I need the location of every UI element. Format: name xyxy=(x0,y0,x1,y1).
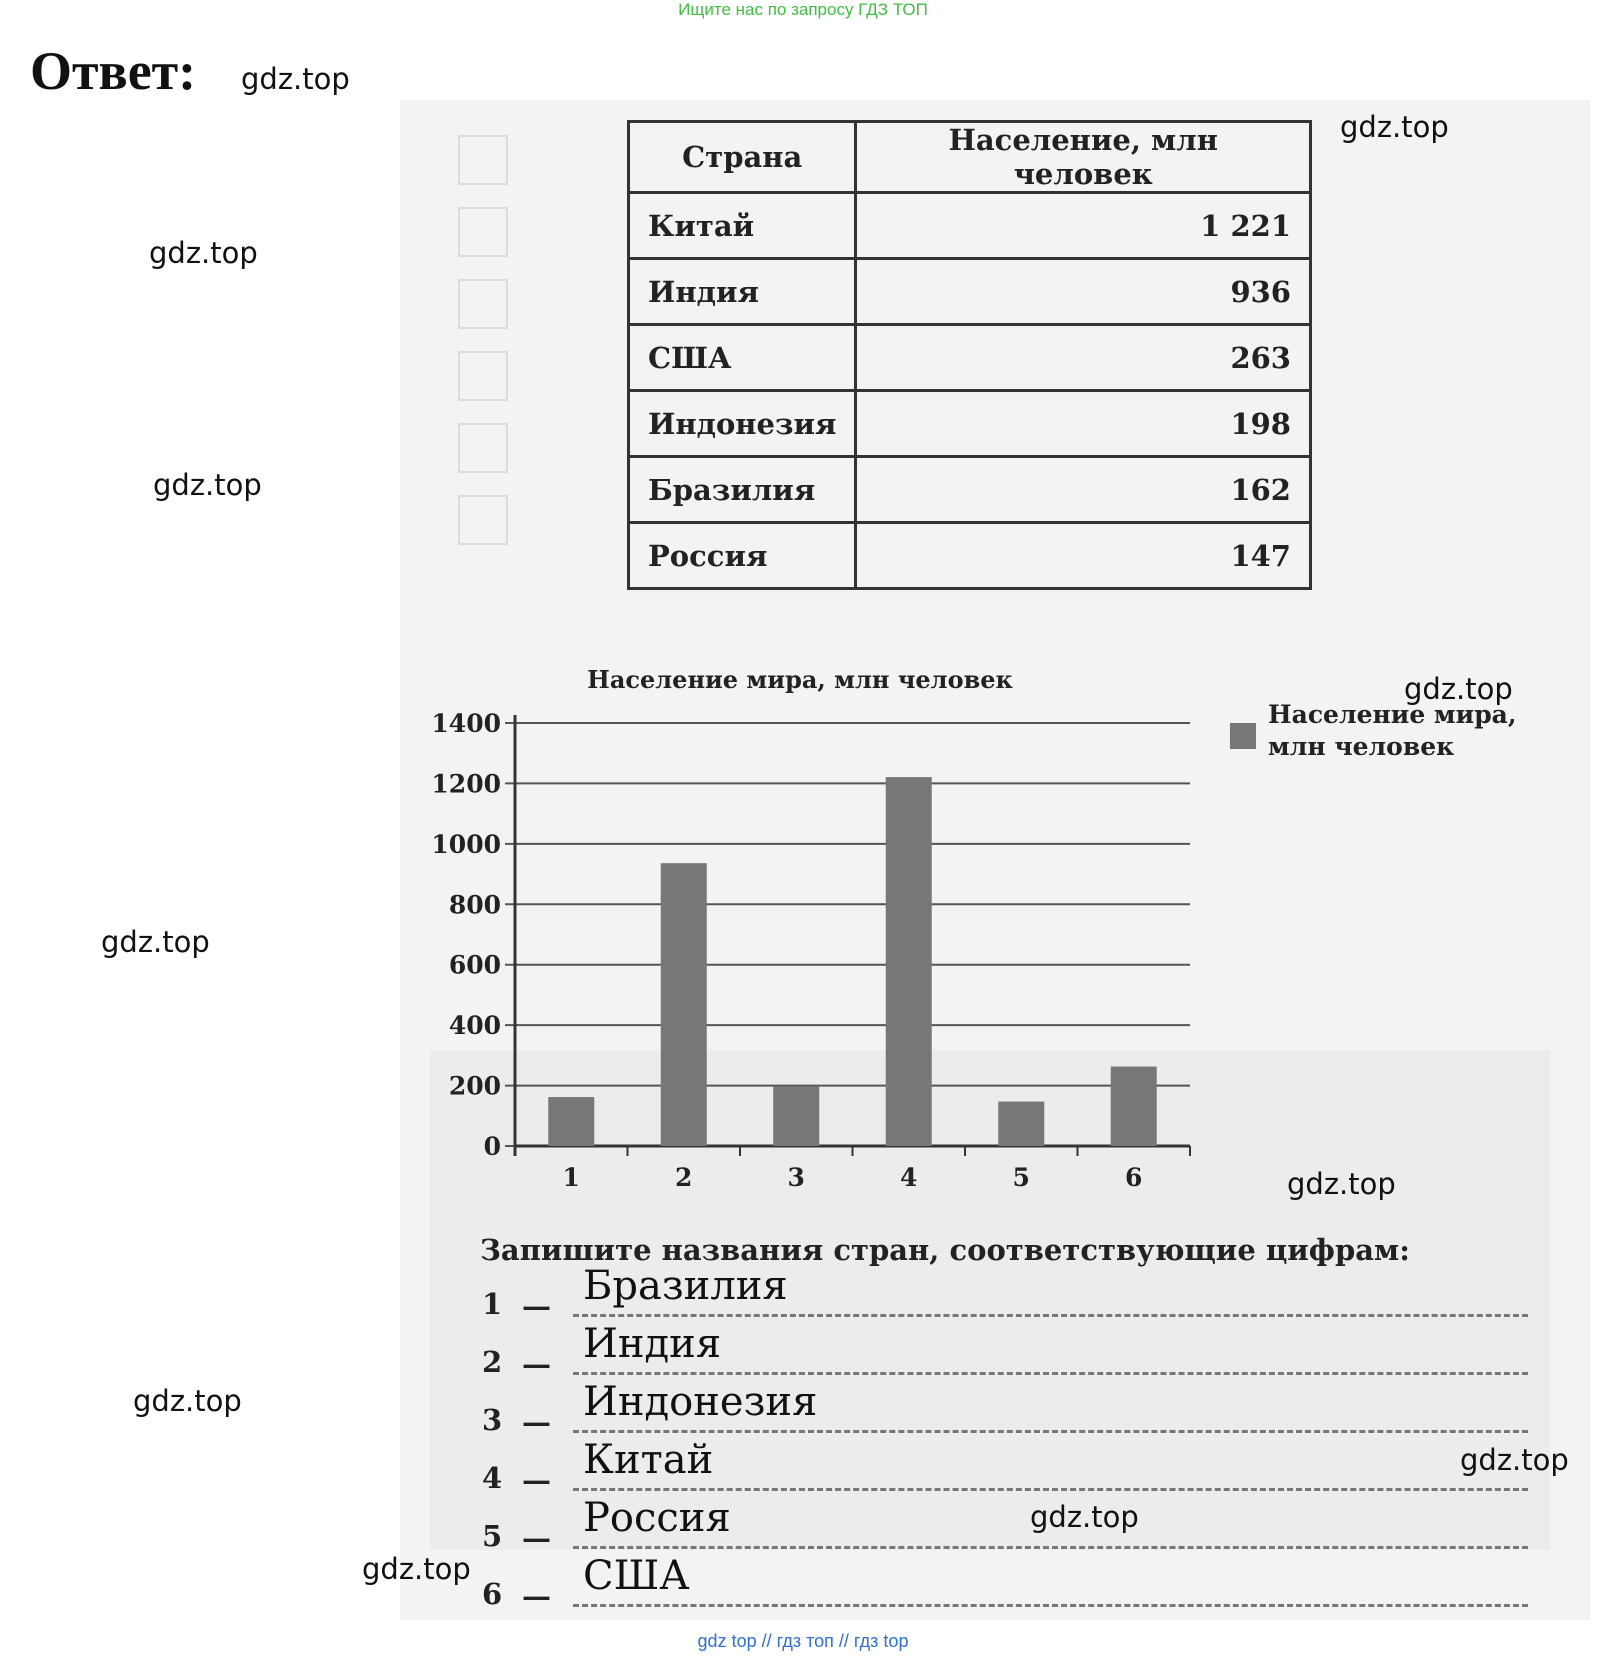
ghost-checkbox xyxy=(458,207,508,257)
y-tick-label: 1200 xyxy=(431,769,501,799)
answer-number: 1 xyxy=(482,1287,503,1321)
table-cell-country: Индия xyxy=(629,259,856,325)
x-tick-label: 1 xyxy=(562,1163,580,1192)
table-header-row xyxy=(629,122,1311,193)
column-header-population: Население, млн человек xyxy=(856,122,1311,193)
answer-dash: — xyxy=(522,1289,551,1323)
top-banner[interactable]: Ищите нас по запросу ГДЗ ТОП xyxy=(678,0,928,19)
answer-dash: — xyxy=(522,1579,551,1613)
answer-row xyxy=(478,1323,1528,1381)
x-tick-label: 3 xyxy=(787,1163,805,1192)
watermark: gdz.top xyxy=(241,62,350,96)
chart-bar xyxy=(998,1102,1044,1146)
answer-text[interactable]: Китай xyxy=(583,1437,714,1483)
table-row xyxy=(629,259,1311,325)
x-tick-label: 4 xyxy=(900,1163,918,1192)
table-cell-country: Бразилия xyxy=(629,457,856,523)
table-row xyxy=(629,523,1311,589)
chart-bar xyxy=(1111,1067,1157,1146)
table-cell-value: 147 xyxy=(856,523,1311,589)
answer-text[interactable]: Бразилия xyxy=(583,1263,788,1309)
answer-dash: — xyxy=(522,1521,551,1555)
answer-row xyxy=(478,1497,1528,1555)
y-tick-label: 400 xyxy=(448,1011,501,1041)
ghost-checkbox xyxy=(458,351,508,401)
ghost-checkbox xyxy=(458,279,508,329)
population-table xyxy=(627,120,1312,590)
answer-dash: — xyxy=(522,1463,551,1497)
answer-number: 5 xyxy=(482,1519,503,1553)
table-cell-country: Китай xyxy=(629,193,856,259)
y-tick-label: 0 xyxy=(483,1132,501,1161)
answer-number: 4 xyxy=(482,1461,503,1495)
table-cell-value: 936 xyxy=(856,259,1311,325)
answer-dashed-line xyxy=(573,1546,1528,1549)
y-tick-label: 200 xyxy=(448,1071,501,1101)
answer-text[interactable]: США xyxy=(583,1553,690,1599)
answer-dashed-line xyxy=(573,1430,1528,1433)
ghost-checkbox xyxy=(458,495,508,545)
answer-dash: — xyxy=(522,1405,551,1439)
answer-row xyxy=(478,1381,1528,1439)
watermark: gdz.top xyxy=(362,1552,471,1586)
column-header-country: Страна xyxy=(629,122,856,193)
watermark: gdz.top xyxy=(1287,1167,1396,1201)
answer-number: 6 xyxy=(482,1577,503,1611)
answer-row xyxy=(478,1265,1528,1323)
table-cell-value: 198 xyxy=(856,391,1311,457)
table-cell-country: США xyxy=(629,325,856,391)
watermark: gdz.top xyxy=(153,468,262,502)
answer-number: 2 xyxy=(482,1345,503,1379)
x-tick-label: 2 xyxy=(675,1163,693,1192)
answer-row xyxy=(478,1555,1528,1613)
watermark: gdz.top xyxy=(1340,110,1449,144)
y-tick-label: 1000 xyxy=(431,829,501,859)
answer-dash: — xyxy=(522,1347,551,1381)
table-cell-value: 162 xyxy=(856,457,1311,523)
watermark: gdz.top xyxy=(1460,1443,1569,1477)
table-cell-value: 263 xyxy=(856,325,1311,391)
y-tick-label: 1400 xyxy=(431,709,501,738)
chart-bar xyxy=(548,1097,594,1146)
footer-links[interactable]: gdz top // гдз топ // гдз top xyxy=(697,1631,909,1651)
watermark: gdz.top xyxy=(149,236,258,270)
ghost-checkbox xyxy=(458,423,508,473)
table-row xyxy=(629,391,1311,457)
legend-label: млн человек xyxy=(1268,732,1455,761)
watermark: gdz.top xyxy=(1030,1500,1139,1534)
watermark: gdz.top xyxy=(133,1384,242,1418)
table-cell-value: 1 221 xyxy=(856,193,1311,259)
instruction-text: Запишите названия стран, соответствующие цифрам: xyxy=(480,1233,1410,1267)
chart-bar xyxy=(773,1086,819,1146)
legend-label: Население мира, xyxy=(1268,700,1517,729)
answer-text[interactable]: Индия xyxy=(583,1321,722,1367)
chart-bar xyxy=(886,777,932,1146)
population-bar-chart xyxy=(400,665,1560,1205)
chart-title: Население мира, млн человек xyxy=(587,665,1013,694)
x-tick-label: 5 xyxy=(1012,1163,1030,1192)
answer-dashed-line xyxy=(573,1488,1528,1491)
table-cell-country: Индонезия xyxy=(629,391,856,457)
answer-dashed-line xyxy=(573,1604,1528,1607)
table-cell-country: Россия xyxy=(629,523,856,589)
answer-row xyxy=(478,1439,1528,1497)
answer-text[interactable]: Индонезия xyxy=(583,1379,818,1425)
answer-dashed-line xyxy=(573,1372,1528,1375)
watermark: gdz.top xyxy=(1404,672,1513,706)
answer-dashed-line xyxy=(573,1314,1528,1317)
table-row xyxy=(629,457,1311,523)
y-tick-label: 600 xyxy=(448,950,501,980)
legend-swatch xyxy=(1230,723,1256,749)
chart-bar xyxy=(661,863,707,1146)
answer-text[interactable]: Россия xyxy=(583,1495,731,1541)
x-tick-label: 6 xyxy=(1125,1163,1143,1192)
watermark: gdz.top xyxy=(101,925,210,959)
answer-number: 3 xyxy=(482,1403,503,1437)
answer-heading: Ответ: xyxy=(30,41,197,101)
table-row xyxy=(629,325,1311,391)
y-tick-label: 800 xyxy=(448,890,501,920)
table-row xyxy=(629,193,1311,259)
ghost-checkbox xyxy=(458,135,508,185)
